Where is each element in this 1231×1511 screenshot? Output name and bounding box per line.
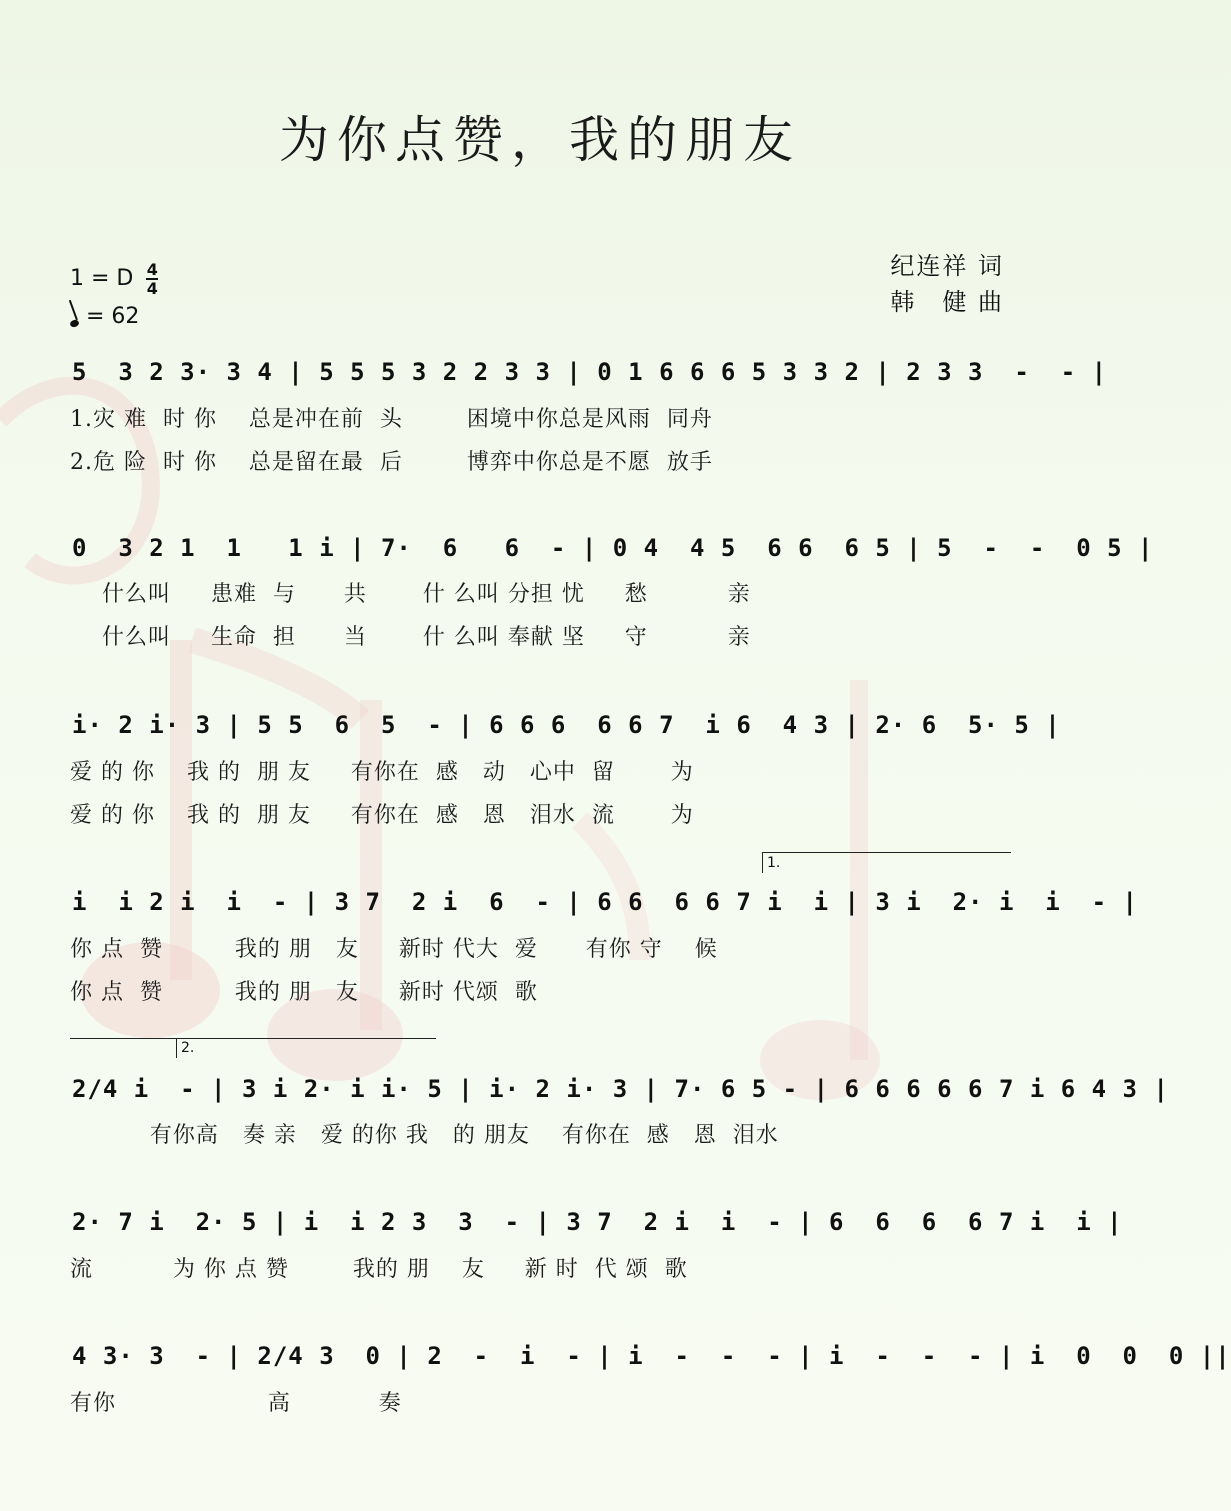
volta-second-ending [176, 1038, 201, 1058]
credits [890, 248, 1004, 320]
lyric-line-2-verse-1: 什么叫 患难 与 共 什 么叫 分担 忧 愁 亲 [70, 582, 751, 607]
time-bottom: 4 [146, 279, 158, 298]
lyric-line-5: 有你高 奏 亲 爱 的你 我 的 朋友 有你在 感 恩 泪水 [70, 1123, 779, 1148]
key-signature [70, 262, 158, 298]
lyricist-credit: 纪连祥 词 [890, 252, 1004, 280]
lyric-line-4-verse-1: 你 点 赞 我的 朋 友 新时 代大 爱 有你 守 候 [70, 937, 718, 962]
key-text: 1 = D [70, 266, 134, 291]
song-title: 为你点赞，我的朋友 [279, 111, 801, 169]
lyric-line-4-verse-2: 你 点 赞 我的 朋 友 新时 代颂 歌 [70, 980, 538, 1005]
composer-credit: 韩 健 曲 [890, 288, 1004, 316]
volta-line [70, 1038, 436, 1041]
lyric-line-2-verse-2: 什么叫 生命 担 当 什 么叫 奉献 坚 守 亲 [70, 625, 751, 650]
lyric-line-1-verse-2: 2.危 险 时 你 总是留在最 后 博弈中你总是不愿 放手 [70, 450, 713, 475]
lyric-line-1-verse-1: 1.灾 难 时 你 总是冲在前 头 困境中你总是风雨 同舟 [70, 407, 713, 432]
lyric-line-6: 流 为 你 点 赞 我的 朋 友 新 时 代 颂 歌 [70, 1257, 688, 1282]
time-signature [146, 262, 158, 296]
notation-line-7: 4 3· 3 - | 2/4 3 0 | 2 - i - | i - - - | i - - - | i 0 0 0 || [72, 1342, 1231, 1370]
time-top: 4 [146, 260, 158, 279]
notation-line-4: i i 2 i i - | 3 7 2 i 6 - | 6 6 6 6 7 i i | 3 i 2· i i - | [72, 888, 1138, 916]
quarter-note-icon [69, 319, 80, 329]
lyric-line-3-verse-2: 爱 的 你 我 的 朋 友 有你在 感 恩 泪水 流 为 [70, 803, 694, 828]
volta-second-label: 2. [181, 1040, 195, 1056]
volta-first-label: 1. [767, 855, 781, 871]
lyric-line-7: 有你 高 奏 [70, 1391, 402, 1416]
lyric-line-3-verse-1: 爱 的 你 我 的 朋 友 有你在 感 动 心中 留 为 [70, 760, 694, 785]
volta-first-ending [762, 852, 1011, 873]
notation-line-6: 2· 7 i 2· 5 | i i 2 3 3 - | 3 7 2 i i - | 6 6 6 6 7 i i | [72, 1208, 1123, 1236]
tempo-marking [70, 304, 158, 329]
notation-line-1: 5 3 2 3· 3 4 | 5 5 5 3 2 2 3 3 | 0 1 6 6 6 5 3 3 2 | 2 3 3 - - | [72, 358, 1108, 386]
tempo-value: = 62 [86, 304, 140, 329]
song-meta [70, 262, 158, 329]
notation-line-3: i· 2 i· 3 | 5 5 6 5 - | 6 6 6 6 6 7 i 6 4 3 | 2· 6 5· 5 | [72, 711, 1061, 739]
notation-line-5: 2/4 i - | 3 i 2· i i· 5 | i· 2 i· 3 | 7· 6 5 - | 6 6 6 6 6 7 i 6 4 3 | [72, 1075, 1169, 1103]
notation-line-2: 0 3 2 1 1 1 i | 7· 6 6 - | 0 4 4 5 6 6 6 5 | 5 - - 0 5 | [72, 534, 1154, 562]
